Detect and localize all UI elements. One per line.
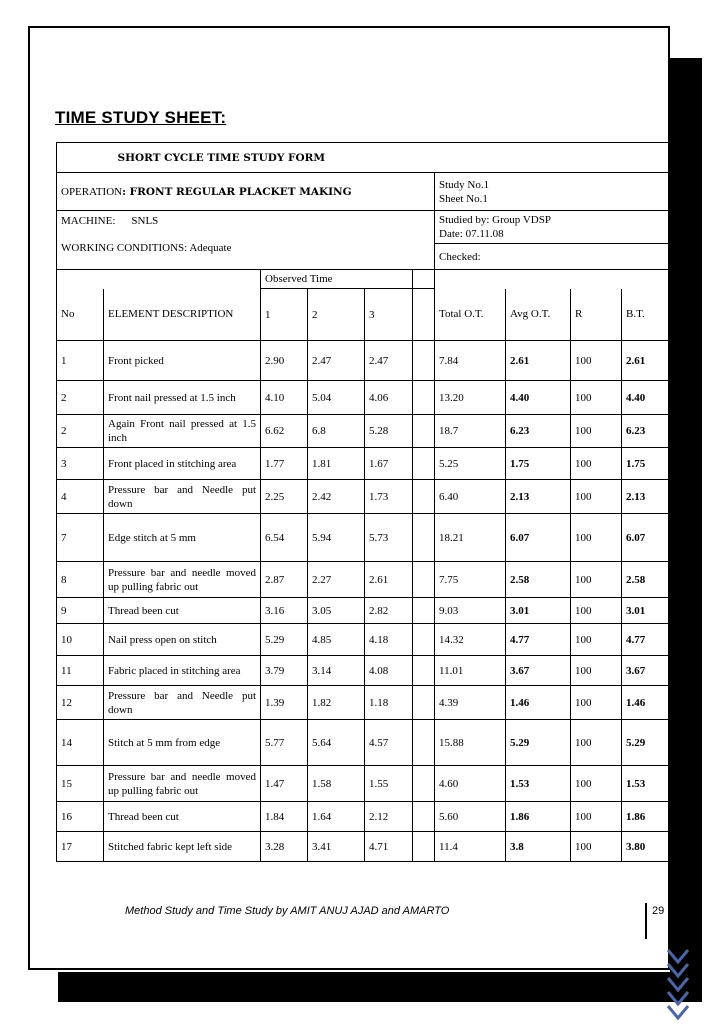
basic-time: 2.58 — [622, 562, 670, 598]
machine-value: SNLS — [131, 215, 159, 227]
observed-time-3: 4.08 — [365, 656, 413, 686]
col-extra — [413, 289, 435, 341]
operation-label: OPERATION — [61, 185, 123, 198]
average-observed-time: 1.53 — [506, 766, 571, 802]
average-observed-time: 1.86 — [506, 802, 571, 832]
observed-time-2: 1.64 — [308, 802, 365, 832]
observed-time-2: 2.27 — [308, 562, 365, 598]
col-no: No — [57, 289, 104, 341]
extra-cell — [413, 415, 435, 448]
table-row — [57, 832, 670, 862]
rating: 100 — [571, 381, 622, 415]
page-heading: TIME STUDY SHEET: — [55, 108, 227, 127]
table-row — [57, 415, 670, 448]
average-observed-time: 1.46 — [506, 686, 571, 720]
observed-time-2: 3.14 — [308, 656, 365, 686]
study-info-cell — [435, 173, 670, 211]
checked-cell: Checked: — [435, 244, 670, 270]
observed-time-2: 4.85 — [308, 624, 365, 656]
basic-time: 6.07 — [622, 514, 670, 562]
observed-time-1: 3.16 — [261, 598, 308, 624]
study-date: Date: 07.11.08 — [439, 228, 504, 240]
row-number: 12 — [57, 686, 104, 720]
observed-time-2: 5.04 — [308, 381, 365, 415]
observed-time-1: 1.84 — [261, 802, 308, 832]
col-r: R — [571, 289, 622, 341]
row-number: 7 — [57, 514, 104, 562]
basic-time: 6.23 — [622, 415, 670, 448]
col-obs-1: 1 — [261, 289, 308, 341]
basic-time: 4.77 — [622, 624, 670, 656]
observed-time-3: 1.73 — [365, 480, 413, 514]
element-description: Again Front nail pressed at 1.5 inch — [104, 415, 261, 448]
observed-time-1: 3.28 — [261, 832, 308, 862]
total-observed-time: 5.60 — [435, 802, 506, 832]
table-row — [57, 624, 670, 656]
extra-cell — [413, 448, 435, 480]
observed-time-header: Observed Time — [261, 270, 413, 289]
total-observed-time: 4.60 — [435, 766, 506, 802]
row-number: 2 — [57, 381, 104, 415]
observed-time-1: 5.29 — [261, 624, 308, 656]
average-observed-time: 3.8 — [506, 832, 571, 862]
extra-cell — [413, 720, 435, 766]
observed-time-3: 1.18 — [365, 686, 413, 720]
total-observed-time: 11.01 — [435, 656, 506, 686]
working-conditions: WORKING CONDITIONS: Adequate — [61, 242, 232, 254]
total-observed-time: 9.03 — [435, 598, 506, 624]
observed-time-1: 5.77 — [261, 720, 308, 766]
col-avg-ot: Avg O.T. — [506, 289, 571, 341]
footer-text: Method Study and Time Study by AMIT ANUJ AJAD and AMARTO — [125, 905, 450, 917]
basic-time: 3.80 — [622, 832, 670, 862]
rating: 100 — [571, 562, 622, 598]
rating: 100 — [571, 720, 622, 766]
header-blank-right — [435, 270, 670, 289]
table-row — [57, 686, 670, 720]
col-obs-3: 3 — [365, 289, 413, 341]
observed-time-2: 1.58 — [308, 766, 365, 802]
rating: 100 — [571, 341, 622, 381]
table-row — [57, 381, 670, 415]
basic-time: 3.01 — [622, 598, 670, 624]
col-element: ELEMENT DESCRIPTION — [104, 289, 261, 341]
extra-cell — [413, 480, 435, 514]
observed-time-3: 2.47 — [365, 341, 413, 381]
average-observed-time: 4.77 — [506, 624, 571, 656]
observed-time-3: 2.82 — [365, 598, 413, 624]
observed-time-2: 3.41 — [308, 832, 365, 862]
observed-time-3: 1.55 — [365, 766, 413, 802]
rating: 100 — [571, 624, 622, 656]
extra-cell — [413, 802, 435, 832]
observed-time-2: 1.81 — [308, 448, 365, 480]
observed-time-2: 6.8 — [308, 415, 365, 448]
table-row — [57, 480, 670, 514]
study-number: Study No.1 — [439, 178, 490, 191]
row-number: 4 — [57, 480, 104, 514]
row-number: 3 — [57, 448, 104, 480]
observed-time-3: 1.67 — [365, 448, 413, 480]
table-row — [57, 802, 670, 832]
average-observed-time: 6.07 — [506, 514, 571, 562]
observed-time-1: 2.87 — [261, 562, 308, 598]
total-observed-time: 18.21 — [435, 514, 506, 562]
row-number: 15 — [57, 766, 104, 802]
rating: 100 — [571, 802, 622, 832]
form-title-spacer — [57, 143, 104, 173]
observed-time-3: 5.28 — [365, 415, 413, 448]
page-number-divider — [645, 903, 647, 939]
row-number: 11 — [57, 656, 104, 686]
basic-time: 4.40 — [622, 381, 670, 415]
extra-cell — [413, 562, 435, 598]
table-row — [57, 656, 670, 686]
observed-time-1: 1.39 — [261, 686, 308, 720]
col-bt: B.T. — [622, 289, 670, 341]
rating: 100 — [571, 766, 622, 802]
observed-time-1: 2.90 — [261, 341, 308, 381]
basic-time: 3.67 — [622, 656, 670, 686]
rating: 100 — [571, 480, 622, 514]
sheet-number: Sheet No.1 — [439, 192, 488, 205]
table-row — [57, 448, 670, 480]
observed-time-2: 5.64 — [308, 720, 365, 766]
basic-time: 5.29 — [622, 720, 670, 766]
element-description: Stitch at 5 mm from edge — [104, 720, 261, 766]
operation-value: : FRONT REGULAR PLACKET MAKING — [122, 185, 352, 198]
total-observed-time: 11.4 — [435, 832, 506, 862]
row-number: 8 — [57, 562, 104, 598]
row-number: 14 — [57, 720, 104, 766]
element-description: Edge stitch at 5 mm — [104, 514, 261, 562]
total-observed-time: 7.75 — [435, 562, 506, 598]
extra-cell — [413, 598, 435, 624]
rating: 100 — [571, 514, 622, 562]
element-description: Nail press open on stitch — [104, 624, 261, 656]
average-observed-time: 5.29 — [506, 720, 571, 766]
extra-cell — [413, 832, 435, 862]
element-description: Thread been cut — [104, 802, 261, 832]
row-number: 10 — [57, 624, 104, 656]
row-number: 16 — [57, 802, 104, 832]
rating: 100 — [571, 686, 622, 720]
header-extra-1 — [413, 270, 435, 289]
observed-time-3: 4.06 — [365, 381, 413, 415]
observed-time-1: 1.47 — [261, 766, 308, 802]
observed-time-2: 5.94 — [308, 514, 365, 562]
observed-time-1: 4.10 — [261, 381, 308, 415]
basic-time: 1.46 — [622, 686, 670, 720]
table-row — [57, 598, 670, 624]
average-observed-time: 2.58 — [506, 562, 571, 598]
element-description: Pressure bar and needle moved up pulling fabric out — [104, 562, 261, 598]
rating: 100 — [571, 415, 622, 448]
observed-time-1: 3.79 — [261, 656, 308, 686]
average-observed-time: 3.67 — [506, 656, 571, 686]
observed-time-3: 4.71 — [365, 832, 413, 862]
observed-time-1: 6.62 — [261, 415, 308, 448]
total-observed-time: 4.39 — [435, 686, 506, 720]
element-description: Pressure bar and Needle put down — [104, 686, 261, 720]
time-study-table — [56, 142, 670, 862]
form-title: SHORT CYCLE TIME STUDY FORM — [104, 143, 670, 173]
extra-cell — [413, 341, 435, 381]
machine-label: MACHINE: — [61, 215, 116, 227]
average-observed-time: 1.75 — [506, 448, 571, 480]
basic-time: 1.86 — [622, 802, 670, 832]
element-description: Pressure bar and needle moved up pulling fabric out — [104, 766, 261, 802]
observed-time-3: 2.61 — [365, 562, 413, 598]
extra-cell — [413, 624, 435, 656]
observed-time-2: 3.05 — [308, 598, 365, 624]
average-observed-time: 4.40 — [506, 381, 571, 415]
rating: 100 — [571, 598, 622, 624]
extra-cell — [413, 381, 435, 415]
element-description: Front picked — [104, 341, 261, 381]
observed-time-2: 2.42 — [308, 480, 365, 514]
machine-cell — [57, 211, 435, 270]
header-blank — [57, 270, 261, 289]
average-observed-time: 2.13 — [506, 480, 571, 514]
operation-cell — [57, 173, 435, 211]
element-description: Thread been cut — [104, 598, 261, 624]
average-observed-time: 2.61 — [506, 341, 571, 381]
total-observed-time: 7.84 — [435, 341, 506, 381]
observed-time-1: 6.54 — [261, 514, 308, 562]
rating: 100 — [571, 656, 622, 686]
page-shadow-bottom — [58, 972, 702, 1002]
table-row — [57, 562, 670, 598]
extra-cell — [413, 686, 435, 720]
row-number: 1 — [57, 341, 104, 381]
table-row — [57, 720, 670, 766]
col-obs-2: 2 — [308, 289, 365, 341]
element-description: Pressure bar and Needle put down — [104, 480, 261, 514]
table-row — [57, 341, 670, 381]
total-observed-time: 5.25 — [435, 448, 506, 480]
observed-time-1: 1.77 — [261, 448, 308, 480]
studied-by-cell — [435, 211, 670, 244]
element-description: Front placed in stitching area — [104, 448, 261, 480]
observed-time-2: 1.82 — [308, 686, 365, 720]
table-row — [57, 766, 670, 802]
total-observed-time: 14.32 — [435, 624, 506, 656]
basic-time: 2.13 — [622, 480, 670, 514]
row-number: 2 — [57, 415, 104, 448]
basic-time: 1.75 — [622, 448, 670, 480]
rating: 100 — [571, 832, 622, 862]
basic-time: 2.61 — [622, 341, 670, 381]
element-description: Stitched fabric kept left side — [104, 832, 261, 862]
row-number: 9 — [57, 598, 104, 624]
total-observed-time: 13.20 — [435, 381, 506, 415]
basic-time: 1.53 — [622, 766, 670, 802]
total-observed-time: 15.88 — [435, 720, 506, 766]
average-observed-time: 3.01 — [506, 598, 571, 624]
extra-cell — [413, 514, 435, 562]
rating: 100 — [571, 448, 622, 480]
observed-time-3: 5.73 — [365, 514, 413, 562]
element-description: Fabric placed in stitching area — [104, 656, 261, 686]
observed-time-3: 4.18 — [365, 624, 413, 656]
col-total-ot: Total O.T. — [435, 289, 506, 341]
observed-time-3: 4.57 — [365, 720, 413, 766]
page-shadow-right — [670, 58, 702, 972]
extra-cell — [413, 766, 435, 802]
observed-time-1: 2.25 — [261, 480, 308, 514]
row-number: 17 — [57, 832, 104, 862]
table-row — [57, 514, 670, 562]
observed-time-3: 2.12 — [365, 802, 413, 832]
element-description: Front nail pressed at 1.5 inch — [104, 381, 261, 415]
total-observed-time: 18.7 — [435, 415, 506, 448]
studied-by: Studied by: Group VDSP — [439, 214, 551, 226]
decorative-chevrons-icon — [666, 948, 690, 1020]
extra-cell — [413, 656, 435, 686]
page-number: 29 — [652, 905, 665, 917]
observed-time-2: 2.47 — [308, 341, 365, 381]
total-observed-time: 6.40 — [435, 480, 506, 514]
average-observed-time: 6.23 — [506, 415, 571, 448]
